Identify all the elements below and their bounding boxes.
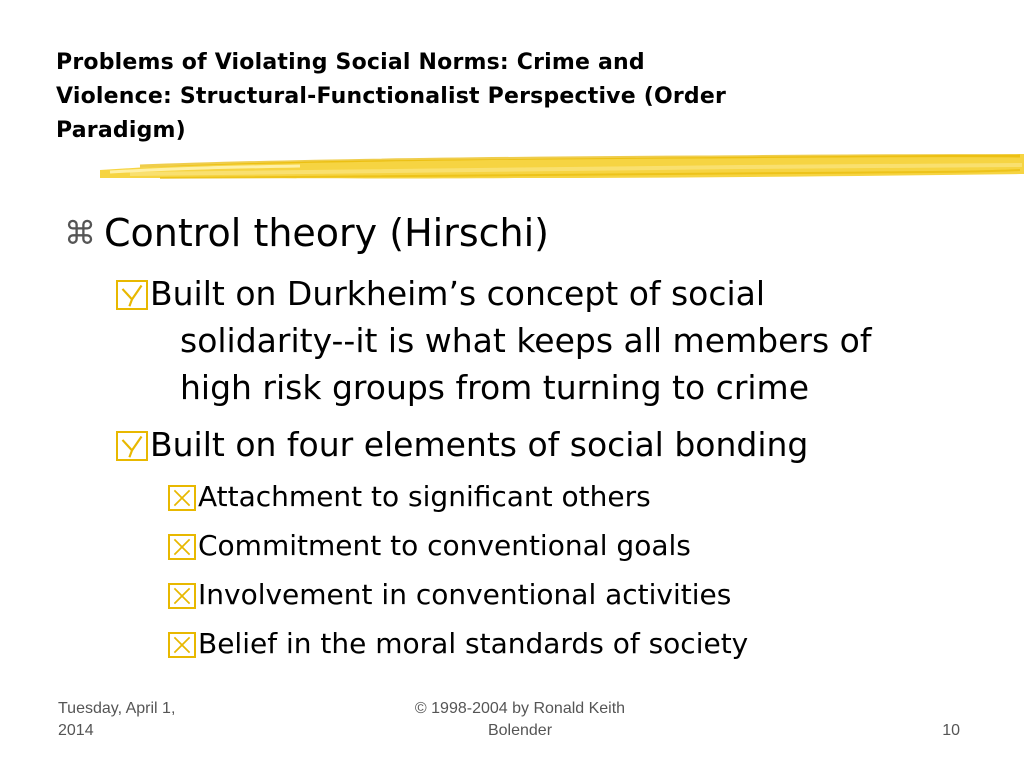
bullet-level2-four-elements (116, 421, 808, 468)
bullet-level3-attachment (168, 477, 651, 517)
footer-date-line: Tuesday, April 1, (58, 700, 176, 717)
slide-title (56, 46, 956, 148)
bullet-text (150, 421, 808, 468)
bullet-level3-involvement (168, 575, 731, 615)
bullet-text: Attachment to significant others (198, 480, 651, 513)
footer-date-line: 2014 (58, 722, 94, 739)
bullet-text: Control theory (Hirschi) (104, 211, 549, 255)
footer-date (58, 698, 278, 742)
x-box-bullet-icon (168, 534, 196, 560)
bullet-text: Belief in the moral standards of society (198, 627, 749, 660)
checkmark-box-bullet-icon (116, 280, 148, 310)
bullet-level2-durkheim (116, 270, 871, 411)
bullet-text: Involvement in conventional activities (198, 578, 732, 611)
checkmark-box-bullet-icon (116, 431, 148, 461)
bullet-text-line: solidarity--it is what keeps all members of (180, 321, 872, 360)
slide-number: 10 (942, 722, 960, 739)
bullet-text (150, 270, 871, 411)
title-line: Paradigm) (56, 118, 186, 143)
bullet-text: Commitment to conventional goals (198, 529, 691, 562)
footer-copyright (370, 698, 670, 742)
x-box-bullet-icon (168, 485, 196, 511)
title-line: Violence: Structural-Functionalist Perspective (Order (56, 84, 727, 109)
bullet-text-line: high risk groups from turning to crime (180, 368, 809, 407)
bullet-text-line: Built on Durkheim’s concept of social (150, 274, 766, 313)
bullet-text-line: Built on four elements of social bonding (150, 425, 809, 464)
brush-stroke-underline (100, 148, 1024, 186)
bullet-level1-control-theory (64, 208, 549, 258)
footer-copyright-line: © 1998-2004 by Ronald Keith (414, 700, 626, 717)
command-key-bullet-icon: ⌘ (64, 214, 96, 252)
footer-copyright-line: Bolender (487, 722, 553, 739)
title-line: Problems of Violating Social Norms: Crime and (56, 50, 645, 75)
x-box-bullet-icon (168, 632, 196, 658)
bullet-level3-commitment (168, 526, 691, 566)
x-box-bullet-icon (168, 583, 196, 609)
bullet-level3-belief (168, 624, 748, 664)
